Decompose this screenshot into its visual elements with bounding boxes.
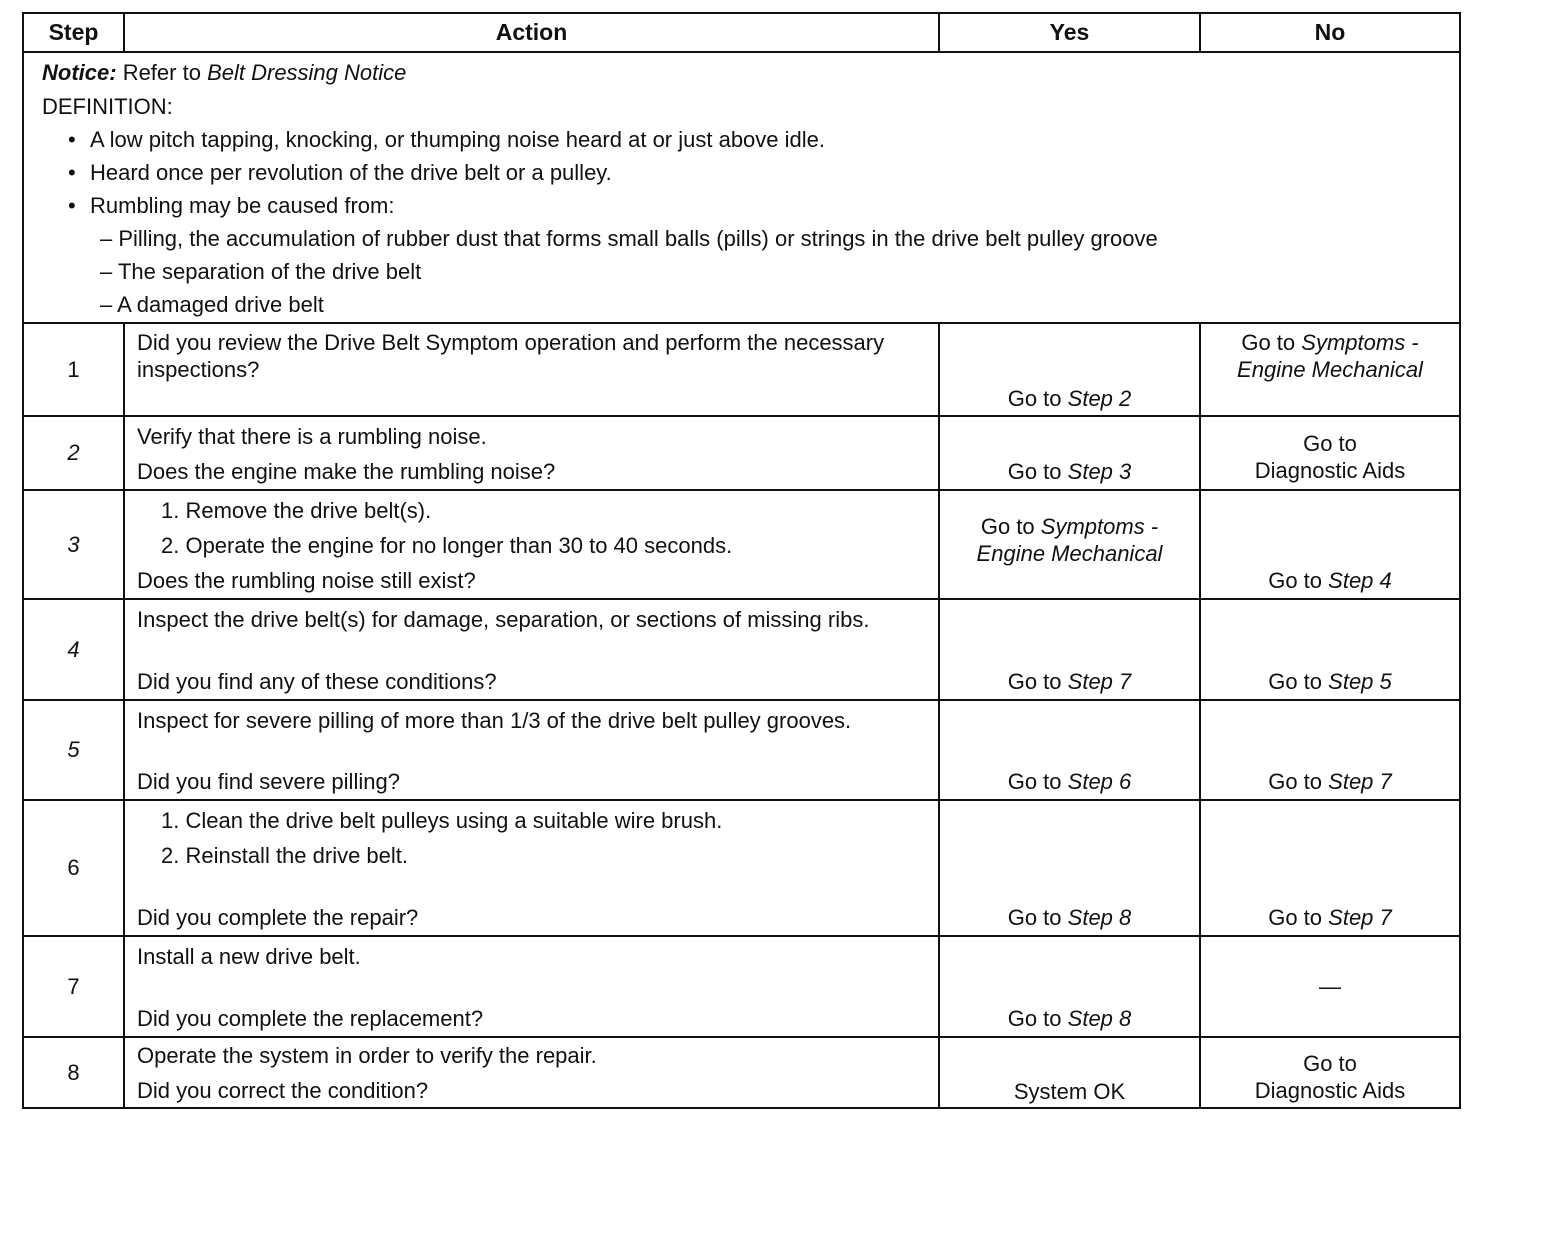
action-question: Does the rumbling noise still exist? [137, 568, 476, 593]
no-cell [1201, 600, 1459, 699]
no-ref: Step 5 [1328, 669, 1392, 694]
step-number: 1 [24, 324, 125, 415]
no-result [1201, 668, 1459, 695]
table-row [24, 415, 1459, 489]
yes-result [940, 458, 1199, 485]
yes-cell [940, 937, 1201, 1036]
definition-label: DEFINITION: [42, 94, 173, 119]
definition-bullet: • Rumbling may be caused from: [90, 192, 394, 219]
action-cell [125, 701, 940, 799]
yes-result-line1 [940, 513, 1199, 540]
action-cell [125, 600, 940, 699]
yes-ref: Step 8 [1067, 905, 1132, 930]
no-ref: Step 4 [1328, 568, 1392, 593]
definition-subitem: – Pilling, the accumulation of rubber dust that forms small balls (pills) or strings in the drive belt pulley groove [100, 226, 1158, 251]
header-step: Step [24, 14, 125, 51]
action-question: Did you find severe pilling? [137, 769, 400, 794]
yes-ref: Step 6 [1067, 769, 1132, 794]
header-action: Action [125, 14, 940, 51]
yes-ref: Step 3 [1067, 459, 1132, 484]
action-text: Did you review the Drive Belt Symptom operation and perform the necessary inspections? [137, 330, 885, 382]
no-result-line1 [1201, 329, 1459, 356]
no-result [1201, 567, 1459, 594]
notice-row [24, 51, 1459, 322]
action-list-item: 2. Reinstall the drive belt. [161, 843, 409, 868]
no-result [1201, 768, 1459, 795]
yes-result: System OK [1013, 1079, 1126, 1104]
action-cell [125, 324, 940, 415]
yes-ref: Step 8 [1067, 1006, 1132, 1031]
yes-result [940, 1005, 1199, 1032]
diagnostic-table [22, 12, 1461, 1109]
action-text: Inspect the drive belt(s) for damage, separation, or sections of missing ribs. [137, 607, 870, 632]
action-cell [125, 491, 940, 598]
yes-prefix: Go to [1007, 769, 1062, 794]
no-cell [1201, 937, 1459, 1036]
no-ref: Symptoms - [1301, 330, 1419, 355]
action-question: Does the engine make the rumbling noise? [137, 459, 556, 484]
action-cell [125, 417, 940, 489]
yes-result [940, 768, 1199, 795]
step-number: 6 [24, 801, 125, 935]
notice-ref: Belt Dressing Notice [207, 60, 407, 85]
step-number: 7 [24, 937, 125, 1036]
no-prefix: Go to [1241, 330, 1296, 355]
yes-result [940, 904, 1199, 931]
table-row [24, 1036, 1459, 1107]
step-number: 3 [24, 491, 125, 598]
yes-cell [940, 491, 1201, 598]
notice-text: Refer to [122, 60, 201, 85]
yes-ref: Symptoms - [1040, 514, 1159, 539]
definition-subitem: – A damaged drive belt [100, 292, 324, 317]
no-cell [1201, 701, 1459, 799]
table-row [24, 489, 1459, 598]
action-list-item: 1. Clean the drive belt pulleys using a suitable wire brush. [161, 808, 723, 833]
yes-prefix: Go to [1007, 669, 1062, 694]
step-number: 2 [24, 417, 125, 489]
yes-prefix: Go to [980, 514, 1035, 539]
yes-cell [940, 701, 1201, 799]
no-cell [1201, 417, 1459, 489]
no-prefix: Go to [1268, 669, 1323, 694]
notice-line [42, 59, 406, 86]
no-prefix: Go to [1268, 568, 1323, 593]
no-prefix: Go to [1268, 769, 1323, 794]
yes-result-line2: Engine Mechanical [976, 541, 1163, 566]
no-result-line2: Diagnostic Aids [1254, 458, 1406, 483]
yes-cell [940, 600, 1201, 699]
no-result: — [1319, 974, 1341, 999]
yes-cell [940, 801, 1201, 935]
action-text: Verify that there is a rumbling noise. [137, 424, 487, 449]
action-cell [125, 801, 940, 935]
no-result-line1: Go to [1303, 431, 1357, 456]
yes-result [940, 668, 1199, 695]
definition-bullet: • Heard once per revolution of the drive belt or a pulley. [90, 159, 612, 186]
yes-result [940, 385, 1199, 412]
yes-cell [940, 417, 1201, 489]
table-row [24, 322, 1459, 415]
yes-cell [940, 1038, 1201, 1107]
step-number: 8 [24, 1038, 125, 1107]
header-no: No [1314, 19, 1346, 45]
definition-subitem: – The separation of the drive belt [100, 259, 422, 284]
action-text: Operate the system in order to verify the repair. [137, 1043, 597, 1068]
no-result-line1: Go to [1303, 1051, 1357, 1076]
yes-ref: Step 7 [1067, 669, 1132, 694]
action-text: Install a new drive belt. [137, 944, 361, 969]
notice-block [24, 53, 1459, 322]
action-question: Did you complete the replacement? [137, 1006, 484, 1031]
no-cell [1201, 1038, 1459, 1107]
no-cell [1201, 801, 1459, 935]
step-number: 4 [24, 600, 125, 699]
table-row [24, 799, 1459, 935]
yes-prefix: Go to [1007, 459, 1062, 484]
action-cell [125, 937, 940, 1036]
no-prefix: Go to [1268, 905, 1323, 930]
action-text: Inspect for severe pilling of more than 1/3 of the drive belt pulley grooves. [137, 708, 852, 733]
no-ref: Step 7 [1328, 769, 1392, 794]
action-list-item: 1. Remove the drive belt(s). [161, 498, 432, 523]
table-row [24, 598, 1459, 699]
notice-label: Notice: [42, 60, 117, 85]
table-row [24, 699, 1459, 799]
action-list-item: 2. Operate the engine for no longer than 30 to 40 seconds. [161, 533, 733, 558]
no-result-line2: Engine Mechanical [1237, 357, 1423, 382]
definition-bullet: • A low pitch tapping, knocking, or thumping noise heard at or just above idle. [90, 126, 825, 153]
yes-prefix: Go to [1007, 386, 1062, 411]
no-ref: Step 7 [1328, 905, 1392, 930]
action-question: Did you correct the condition? [137, 1078, 429, 1103]
header-yes: Yes [940, 14, 1201, 51]
table-header-row [24, 14, 1459, 51]
yes-cell [940, 324, 1201, 415]
action-cell [125, 1038, 940, 1107]
yes-ref: Step 2 [1067, 386, 1132, 411]
action-question: Did you find any of these conditions? [137, 669, 497, 694]
no-result [1201, 904, 1459, 931]
yes-prefix: Go to [1007, 1006, 1062, 1031]
no-result-line2: Diagnostic Aids [1254, 1078, 1406, 1103]
step-number: 5 [24, 701, 125, 799]
no-cell [1201, 491, 1459, 598]
table-row [24, 935, 1459, 1036]
action-question: Did you complete the repair? [137, 905, 419, 930]
yes-prefix: Go to [1007, 905, 1062, 930]
no-cell [1201, 324, 1459, 415]
